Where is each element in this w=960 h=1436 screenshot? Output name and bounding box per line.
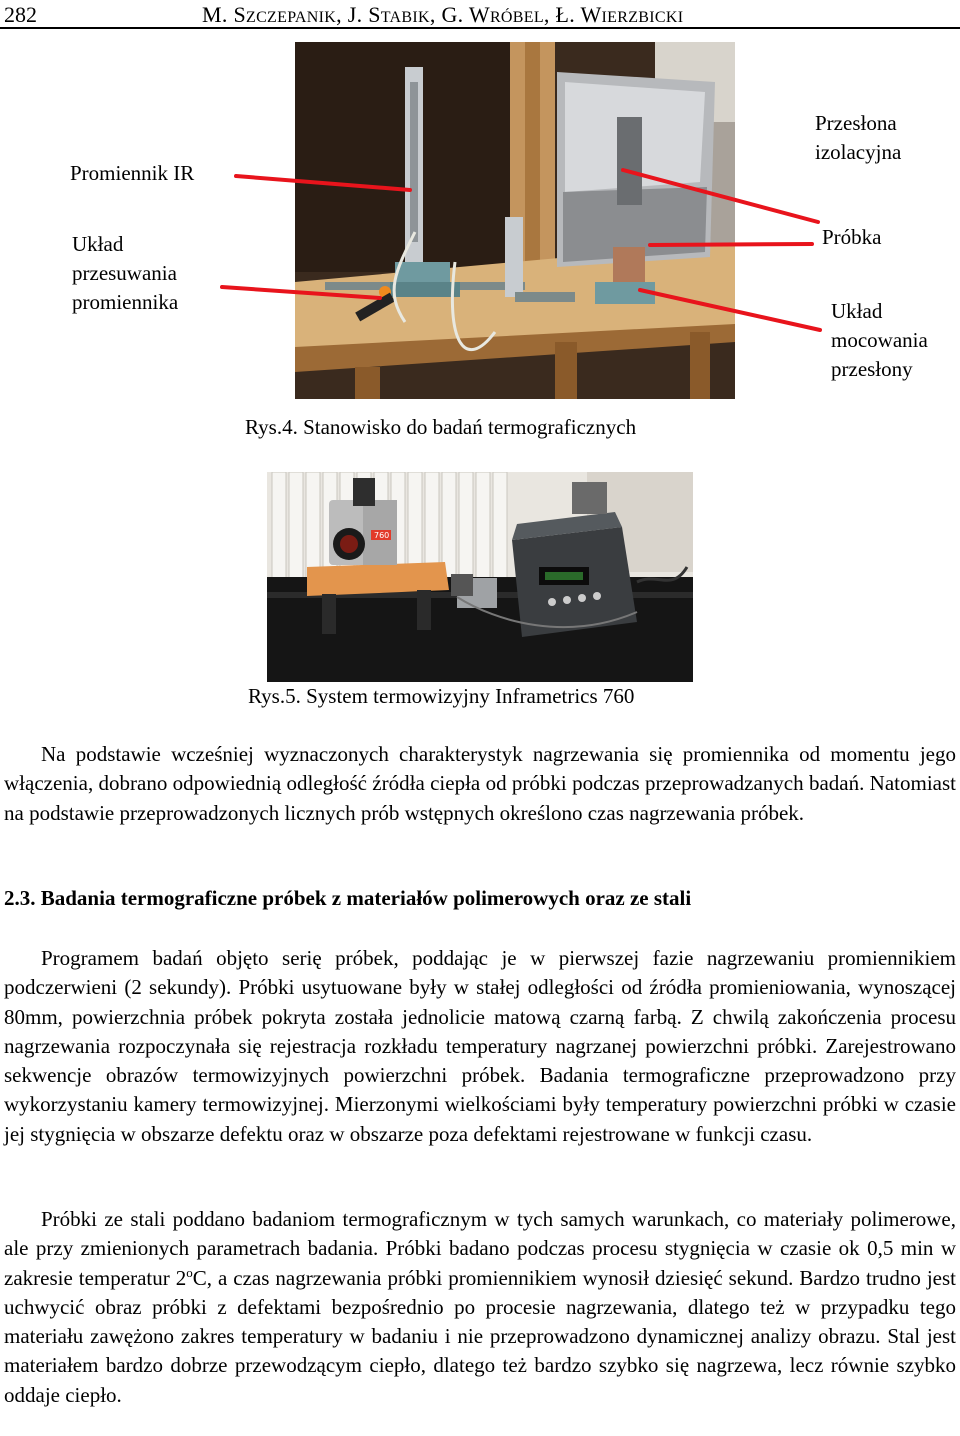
- author-4: Ł. WIERZBICKI: [555, 2, 684, 27]
- arrow-shield: [623, 170, 818, 222]
- label-radiator-slide: Układ przesuwania promiennika: [72, 232, 179, 314]
- author-3: G. WRÓBEL: [441, 2, 544, 27]
- author-1: M. SZCZEPANIK: [202, 2, 337, 27]
- figure5-photo: [267, 472, 693, 682]
- figure4-arrows: [0, 0, 960, 420]
- arrow-radiator: [236, 176, 410, 190]
- label-sample: Próbka: [822, 225, 882, 249]
- page-number: 282: [4, 2, 37, 27]
- paragraph-1: Na podstawie wcześniej wyznaczonych charakterystyk nagrzewania się promiennika od momentu jego włączenia, dobrano odpowiednią odległość źródła ciepła od próbki podczas przeprowadzanych badań. Natomiast na podstawie przeprowadzonych licznych prób wstępnych określono czas nagrzewania próbek.: [4, 742, 956, 825]
- label-shield-mount: Układ mocowania przesłony: [831, 299, 928, 381]
- camera-badge: 760: [374, 531, 390, 540]
- label-shield: Przesłona izolacyjna: [815, 111, 902, 164]
- paragraph-2: Programem badań objęto serię próbek, poddając je w pierwszej fazie nagrzewaniu promiennikiem podczerwieni (2 sekundy). Próbki usytuowane były w stałej odległości od źródła promieniowania, wynoszącej 80mm, powierzchnia próbek pokryta została jednolicie matową czarną farbą. Z chwilą zakończenia procesu nagrzewania rozpoczynała się rejestracja rozkładu temperatury nagrzanej powierzchni próbki. Zarejestrowano sekwencje obrazów termowizyjnych powierzchni próbek. Badania termograficzne przeprowadzono przy wykorzystaniu kamery termowizyjnej. Mierzonymi wielkościami były temperatury powierzchni próbki w czasie jej stygnięcia w obszarze defektu oraz w obszarze poza defektami rejestrowane w funkcji czasu.: [4, 946, 956, 1146]
- section-heading: 2.3. Badania termograficzne próbek z materiałów polimerowych oraz ze stali: [4, 886, 692, 910]
- label-radiator: Promiennik IR: [70, 161, 195, 185]
- author-2: J. STABIK: [347, 2, 430, 27]
- figure5-caption: Rys.5. System termowizyjny Inframetrics 760: [248, 684, 635, 708]
- running-title-authors: M. SZCZEPANIK, J. STABIK, G. WRÓBEL, Ł. WIERZBICKI: [202, 2, 684, 27]
- arrow-sample: [650, 244, 812, 245]
- arrow-shield-mount: [640, 290, 820, 330]
- arrow-radiator-slide: [222, 287, 380, 298]
- paragraph-3: Próbki ze stali poddano badaniom termograficznym w tych samych warunkach, co materiały polimerowe, ale przy zmienionych parametrach badania. Próbki badano podczas procesu stygnięcia w czasie ok 0,5 min w zakresie temperatur 2$^o$C, a czas nagrzewania próbki promiennikiem wynosił dziesięć sekund. Bardzo trudno jest uchwycić obraz próbki z defektami bezpośrednio po procesie nagrzewania, dlatego też w przypadku tego materiału zawężono zakres temperatury w badaniu i nie przeprowadzono dynamicznej analizy obrazu. Stal jest materiałem bardzo dobrze przewodzącym ciepło, dlatego też bardzo szybko się nagrzewa, lecz równie szybko oddaje ciepło.: [4, 1207, 956, 1407]
- figure4-caption: Rys.4. Stanowisko do badań termograficznych: [245, 415, 637, 439]
